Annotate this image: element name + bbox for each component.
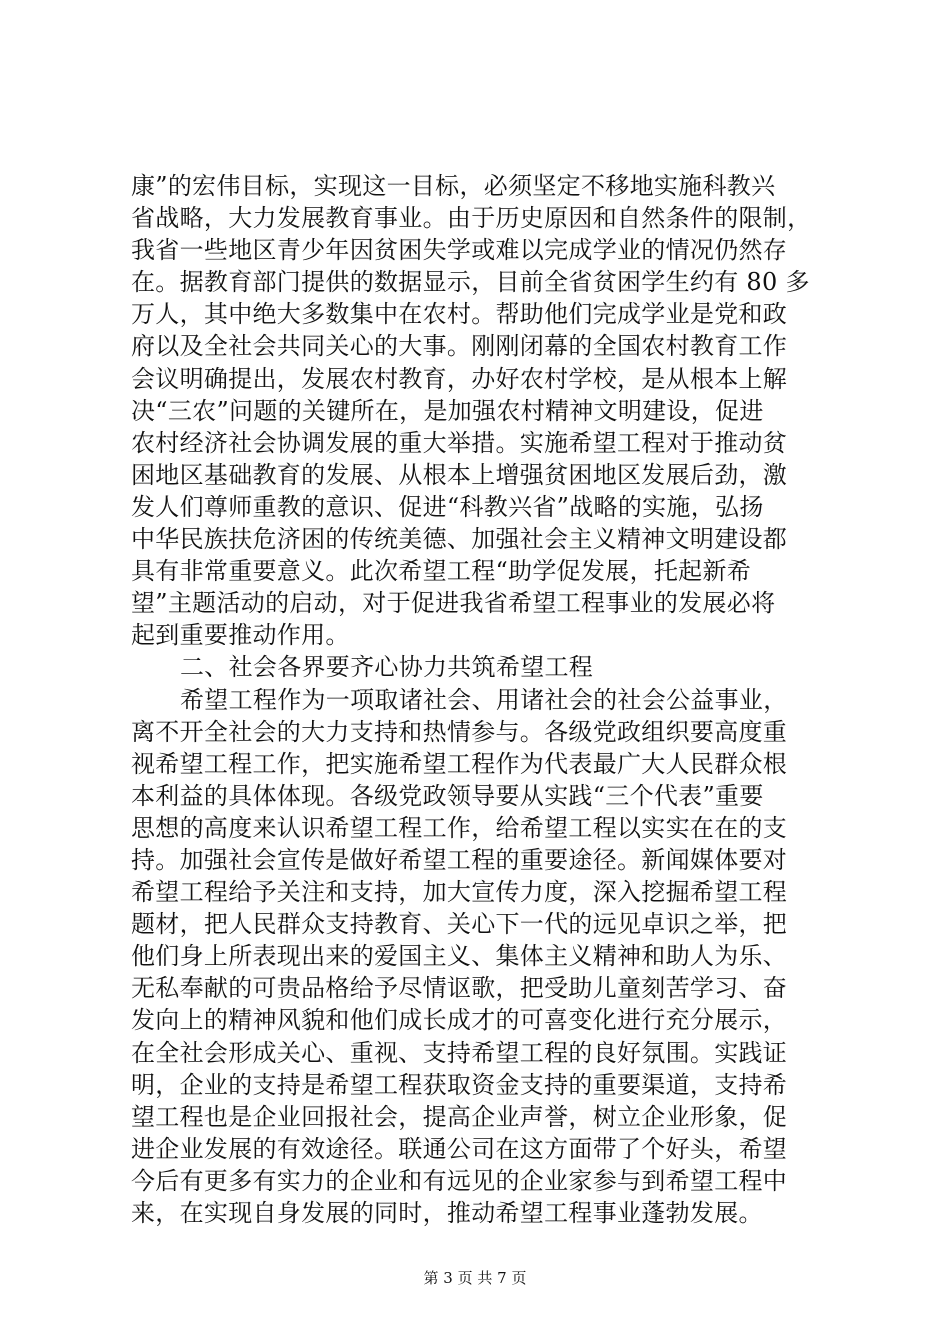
text-line: 本利益的具体体现。各级党政领导要从实践“三个代表”重要	[131, 781, 764, 810]
text-line: 思想的高度来认识希望工程工作，给希望工程以实实在在的支	[131, 813, 788, 842]
text-line: 明，企业的支持是希望工程获取资金支持的重要渠道，支持希	[131, 1070, 788, 1099]
text-line: 望工程也是企业回报社会，提高企业声誉，树立企业形象，促	[131, 1102, 788, 1131]
text-line: 中华民族扶危济困的传统美德、加强社会主义精神文明建设都	[131, 525, 788, 554]
text-line: 府以及全社会共同关心的大事。刚刚闭幕的全国农村教育工作	[131, 332, 788, 361]
text-line: 省战略，大力发展教育事业。由于历史原因和自然条件的限制，	[131, 204, 812, 233]
text-line: 视希望工程工作，把实施希望工程作为代表最广大人民群众根	[131, 749, 788, 778]
text-line: 无私奉献的可贵品格给予尽情讴歌，把受助儿童刻苦学习、奋	[131, 974, 788, 1003]
text-line: 进企业发展的有效途径。联通公司在这方面带了个好头，希望	[131, 1134, 788, 1163]
text-line: 发向上的精神风貌和他们成长成才的可喜变化进行充分展示，	[131, 1006, 788, 1035]
text-line: 今后有更多有实力的企业和有远见的企业家参与到希望工程中	[131, 1166, 788, 1195]
text-line: 离不开全社会的大力支持和热情参与。各级党政组织要高度重	[131, 717, 788, 746]
text-line: 在全社会形成关心、重视、支持希望工程的良好氛围。实践证	[131, 1038, 788, 1067]
text-line: 具有非常重要意义。此次希望工程“助学促发展，托起新希	[131, 557, 752, 586]
text-line: 望”主题活动的启动，对于促进我省希望工程事业的发展必将	[131, 589, 776, 618]
text-line: 持。加强社会宣传是做好希望工程的重要途径。新闻媒体要对	[131, 845, 788, 874]
text-line: 困地区基础教育的发展、从根本上增强贫困地区发展后劲，激	[131, 460, 788, 489]
text-line: 起到重要推动作用。	[131, 621, 350, 650]
text-line: 发人们尊师重教的意识、促进“科教兴省”战略的实施，弘扬	[131, 492, 764, 521]
text-line: 希望工程给予关注和支持，加大宣传力度，深入挖掘希望工程	[131, 878, 788, 907]
text-line: 在。据教育部门提供的数据显示，目前全省贫困学生约有 80 多	[131, 268, 810, 297]
text-line: 来，在实现自身发展的同时，推动希望工程事业蓬勃发展。	[131, 1199, 763, 1227]
text-line: 会议明确提出，发展农村教育，办好农村学校，是从根本上解	[131, 364, 788, 393]
section-heading: 二、社会各界要齐心协力共筑希望工程	[180, 653, 594, 682]
text-line: 希望工程作为一项取诸社会、用诸社会的社会公益事业，	[180, 685, 788, 714]
text-line: 我省一些地区青少年因贫困失学或难以完成学业的情况仍然存	[131, 236, 788, 265]
text-line: 农村经济社会协调发展的重大举措。实施希望工程对于推动贫	[131, 428, 788, 457]
document-body	[131, 170, 831, 1229]
page-number-footer: 第 3 页 共 7 页	[423, 1269, 527, 1287]
text-line: 康”的宏伟目标，实现这一目标，必须坚定不移地实施科教兴	[131, 172, 776, 200]
text-line: 决“三农”问题的关键所在，是加强农村精神文明建设，促进	[131, 396, 764, 425]
text-line: 他们身上所表现出来的爱国主义、集体主义精神和助人为乐、	[131, 942, 788, 971]
text-line: 万人，其中绝大多数集中在农村。帮助他们完成学业是党和政	[131, 300, 788, 329]
text-line: 题材，把人民群众支持教育、关心下一代的远见卓识之举，把	[131, 910, 788, 939]
